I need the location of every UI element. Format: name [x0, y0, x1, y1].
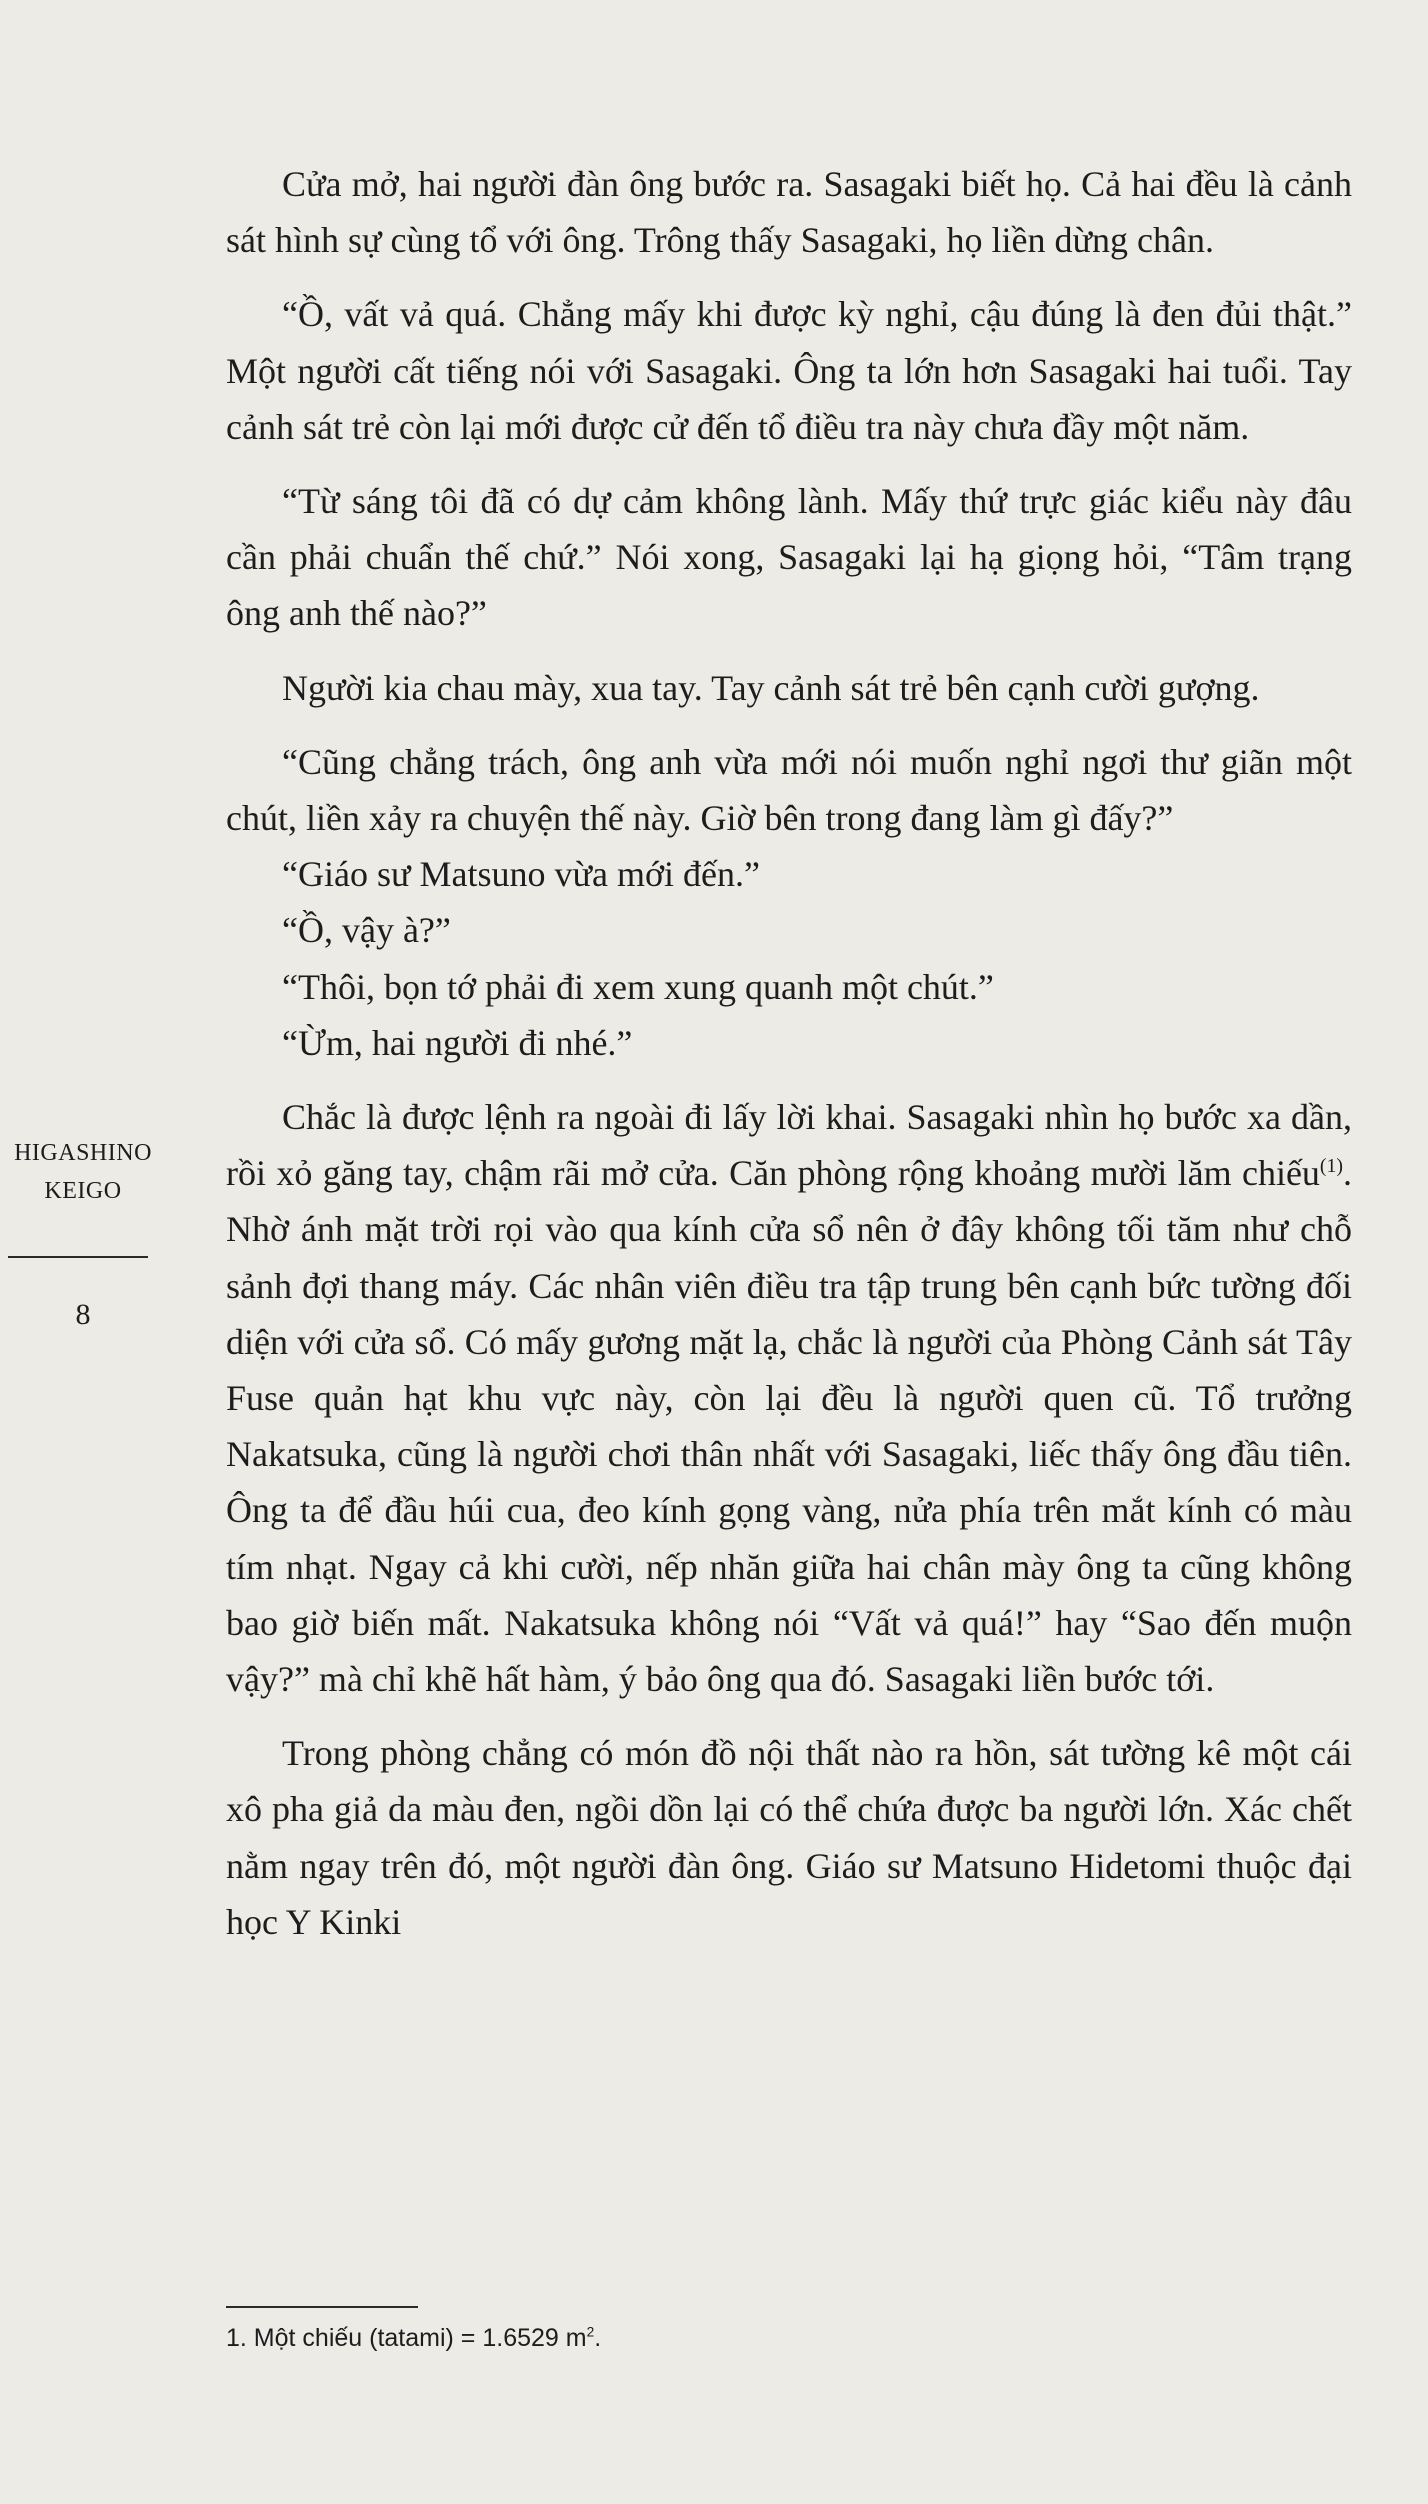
paragraph [226, 1089, 1352, 1707]
body-text [226, 156, 1352, 1950]
running-head-rule [8, 1256, 148, 1258]
paragraph: Người kia chau mày, xua tay. Tay cảnh sát trẻ bên cạnh cười gượng. [282, 667, 1260, 708]
paragraph: “Ồ, vậy à?” [282, 910, 451, 951]
running-head [8, 1134, 158, 1210]
paragraph: “Ồ, vất vả quá. Chẳng mấy khi được kỳ nghỉ, cậu đúng là đen đủi thật.” Một người cất tiếng nói với Sasagaki. Ông ta lớn hơn Sasagaki hai tuổi. Tay cảnh sát trẻ còn lại mới được cử đến tổ điều tra này chưa đầy một năm. [226, 294, 1352, 447]
footnote [226, 2324, 601, 2353]
paragraph: Trong phòng chẳng có món đồ nội thất nào ra hồn, sát tường kê một cái xô pha giả da màu đen, ngồi dồn lại có thể chứa được ba người lớn. Xác chết nằm ngay trên đó, một người đàn ông. Giáo sư Matsuno Hidetomi thuộc đại học Y Kinki [226, 1733, 1352, 1942]
paragraph-text: . Nhờ ánh mặt trời rọi vào qua kính cửa sổ nên ở đây không tối tăm như chỗ sảnh đợi thang máy. Các nhân viên điều tra tập trung bên cạnh bức tường đối diện với cửa sổ. Có mấy gương mặt lạ, chắc là người của Phòng Cảnh sát Tây Fuse quản hạt khu vực này, còn lại đều là người quen cũ. Tổ trưởng Nakatsuka, cũng là người chơi thân nhất với Sasagaki, liếc thấy ông đầu tiên. Ông ta để đầu húi cua, đeo kính gọng vàng, nửa phía trên mắt kính có màu tím nhạt. Ngay cả khi cười, nếp nhăn giữa hai chân mày ông ta cũng không bao giờ biến mất. Nakatsuka không nói “Vất vả quá!” hay “Sao đến muộn vậy?” mà chỉ khẽ hất hàm, ý bảo ông qua đó. Sasagaki liền bước tới. [226, 1153, 1352, 1700]
paragraph: “Từ sáng tôi đã có dự cảm không lành. Mấy thứ trực giác kiểu này đâu cần phải chuẩn thế chứ.” Nói xong, Sasagaki lại hạ giọng hỏi, “Tâm trạng ông anh thế nào?” [226, 481, 1352, 634]
footnote-marker: (1) [1319, 1155, 1343, 1178]
paragraph: “Ừm, hai người đi nhé.” [282, 1022, 633, 1063]
page-number: 8 [75, 1298, 91, 1331]
footnote-superscript: 2 [586, 2324, 595, 2340]
footnote-rule [226, 2306, 418, 2308]
footnote-end: . [594, 2324, 602, 2352]
author-first-name: HIGASHINO [14, 1140, 152, 1166]
paragraph: Cửa mở, hai người đàn ông bước ra. Sasagaki biết họ. Cả hai đều là cảnh sát hình sự cùng tổ với ông. Trông thấy Sasagaki, họ liền dừng chân. [226, 164, 1352, 261]
paragraph-text: Chắc là được lệnh ra ngoài đi lấy lời khai. Sasagaki nhìn họ bước xa dần, rồi xỏ găng tay, chậm rãi mở cửa. Căn phòng rộng khoảng mười lăm chiếu [226, 1097, 1352, 1194]
paragraph: “Thôi, bọn tớ phải đi xem xung quanh một chút.” [282, 966, 994, 1007]
footnote-text: 1. Một chiếu (tatami) = 1.6529 m [226, 2324, 587, 2352]
author-last-name: KEIGO [44, 1178, 122, 1204]
paragraph: “Cũng chẳng trách, ông anh vừa mới nói muốn nghỉ ngơi thư giãn một chút, liền xảy ra chuyện thế này. Giờ bên trong đang làm gì đấy?” [226, 741, 1352, 839]
paragraph: “Giáo sư Matsuno vừa mới đến.” [282, 854, 760, 895]
